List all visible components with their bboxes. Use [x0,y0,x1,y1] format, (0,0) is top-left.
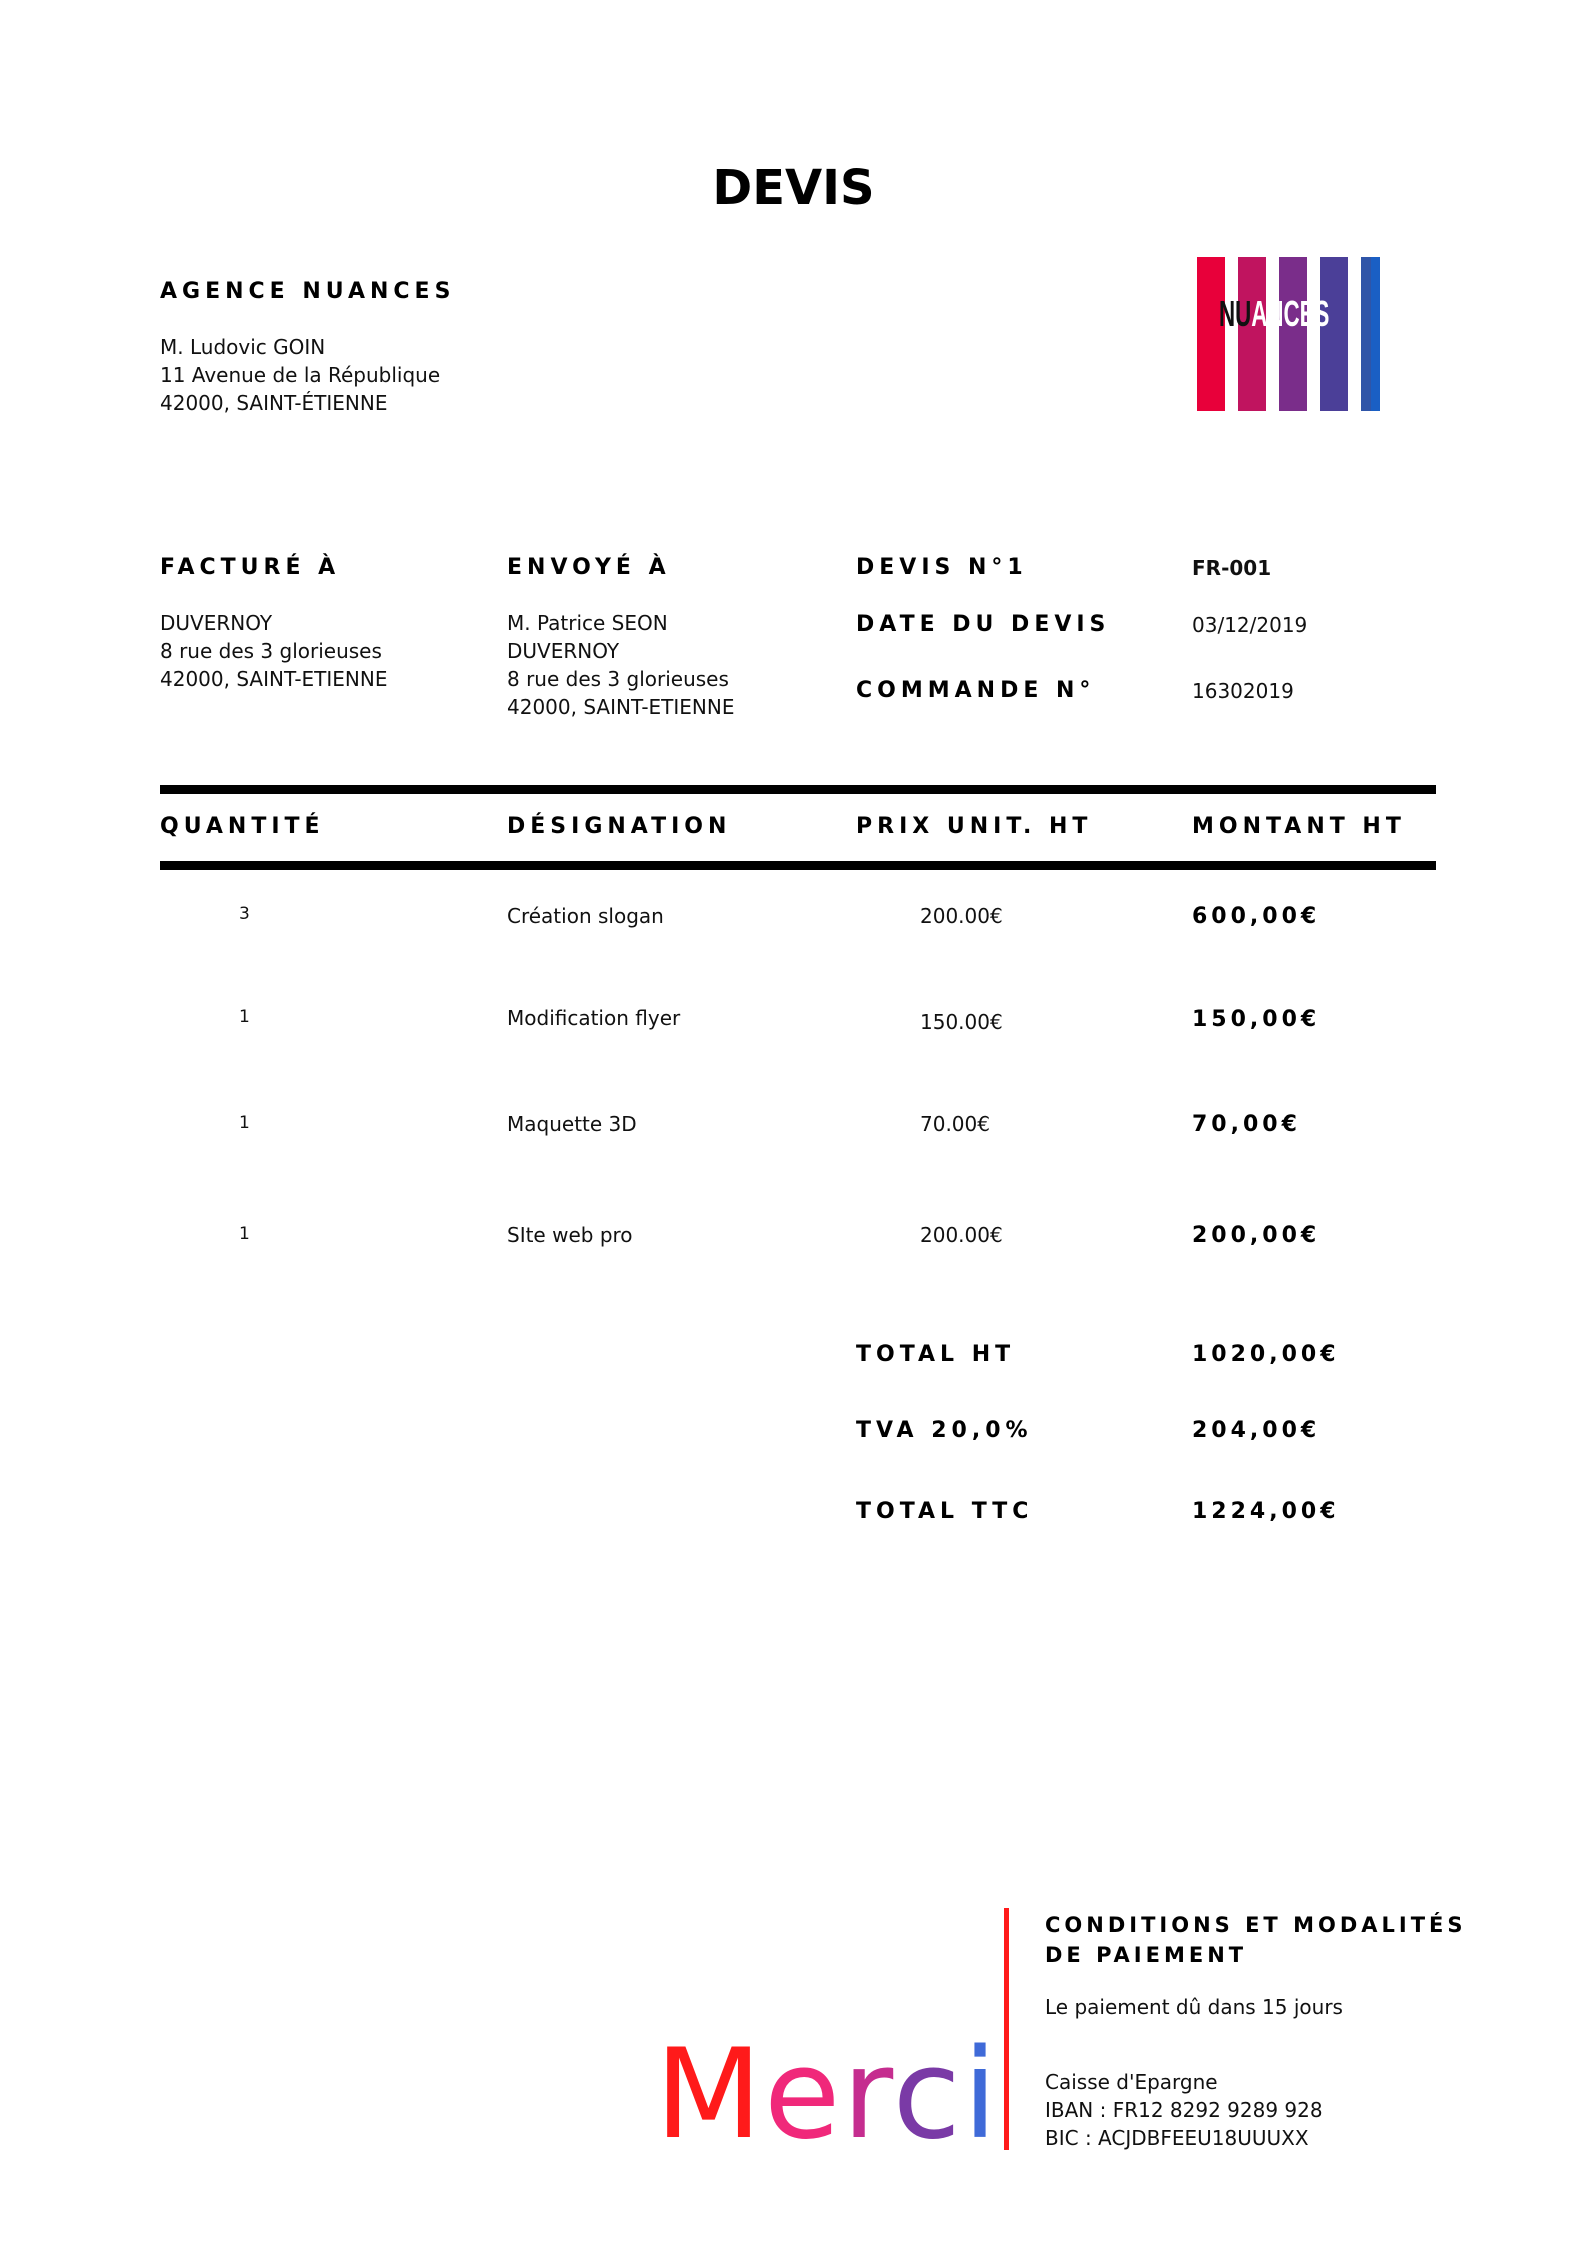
bank-bic: BIC : ACJDBFEEU18UUUXX [1045,2126,1309,2150]
bank-name: Caisse d'Epargne [1045,2070,1218,2094]
merci-letter-m: M [655,2023,764,2167]
order-number-label: COMMANDE N° [856,678,1096,703]
payment-conditions-title [1045,1910,1467,1970]
sent-to-label: ENVOYÉ À [507,555,671,580]
row-1-unit-price: 200.00€ [920,904,1003,928]
agency-address [160,333,440,417]
total-ht-value: 1020,00€ [1192,1342,1340,1367]
row-3-amount: 70,00€ [1192,1112,1301,1137]
row-3-unit-price: 70.00€ [920,1112,990,1136]
header-quantity: QUANTITÉ [160,814,325,839]
row-1-qty: 3 [239,904,250,924]
sent-to-line1: M. Patrice SEON [507,611,668,635]
logo-wordmark [1219,293,1329,335]
row-4-unit-price: 200.00€ [920,1223,1003,1247]
header-amount: MONTANT HT [1192,814,1406,839]
bank-details [1045,2068,1323,2152]
total-ttc-value: 1224,00€ [1192,1499,1340,1524]
agency-name: AGENCE NUANCES [160,279,456,304]
agency-contact: M. Ludovic GOIN [160,335,326,359]
agency-address-line2: 42000, SAINT-ÉTIENNE [160,391,388,415]
row-1-designation: Création slogan [507,904,664,928]
row-4-designation: SIte web pro [507,1223,633,1247]
bank-iban: IBAN : FR12 8292 9289 928 [1045,2098,1323,2122]
billed-to-line2: 8 rue des 3 glorieuses [160,639,382,663]
billed-to-line3: 42000, SAINT-ETIENNE [160,667,388,691]
footer-divider-line [1004,1908,1009,2150]
document-title: DEVIS [712,160,875,216]
logo-bar-5 [1361,257,1371,411]
row-4-qty: 1 [239,1224,250,1244]
table-header-rule [160,861,1436,870]
payment-conditions-line1: CONDITIONS ET MODALITÉS [1045,1913,1467,1937]
row-2-amount: 150,00€ [1192,1007,1321,1032]
sent-to-line3: 8 rue des 3 glorieuses [507,667,729,691]
logo-bar-6 [1371,257,1380,411]
merci-letter-e: e [764,2023,843,2167]
nuances-logo [1197,257,1380,411]
row-2-designation: Modification flyer [507,1006,681,1030]
header-unit-price: PRIX UNIT. HT [856,814,1093,839]
billed-to-address [160,609,388,693]
merci-letter-c: c [892,2023,963,2167]
row-3-designation: Maquette 3D [507,1112,637,1136]
sent-to-address [507,609,735,721]
total-ttc-label: TOTAL TTC [856,1499,1034,1524]
thank-you-wordmark [655,2023,1000,2167]
merci-letter-i: i [962,2023,1000,2167]
row-1-amount: 600,00€ [1192,904,1321,929]
payment-terms: Le paiement dû dans 15 jours [1045,1995,1343,2019]
row-4-amount: 200,00€ [1192,1223,1321,1248]
tva-value: 204,00€ [1192,1418,1321,1443]
logo-text-light: ANCES [1251,293,1330,334]
merci-letter-r: r [842,2023,893,2167]
agency-address-line1: 11 Avenue de la République [160,363,441,387]
order-number-value: 16302019 [1192,679,1294,703]
quote-number-label: DEVIS N°1 [856,555,1028,580]
quote-date-label: DATE DU DEVIS [856,612,1111,637]
logo-text-dark: NU [1219,293,1252,334]
quote-number-value: FR-001 [1192,556,1272,580]
table-top-rule [160,785,1436,794]
quote-date-value: 03/12/2019 [1192,613,1308,637]
tva-label: TVA 20,0% [856,1418,1033,1443]
sent-to-line4: 42000, SAINT-ETIENNE [507,695,735,719]
row-2-unit-price: 150.00€ [920,1010,1003,1034]
row-3-qty: 1 [239,1113,250,1133]
total-ht-label: TOTAL HT [856,1342,1016,1367]
payment-conditions-line2: DE PAIEMENT [1045,1943,1248,1967]
billed-to-line1: DUVERNOY [160,611,273,635]
billed-to-label: FACTURÉ À [160,555,341,580]
header-designation: DÉSIGNATION [507,814,732,839]
row-2-qty: 1 [239,1007,250,1027]
sent-to-line2: DUVERNOY [507,639,620,663]
